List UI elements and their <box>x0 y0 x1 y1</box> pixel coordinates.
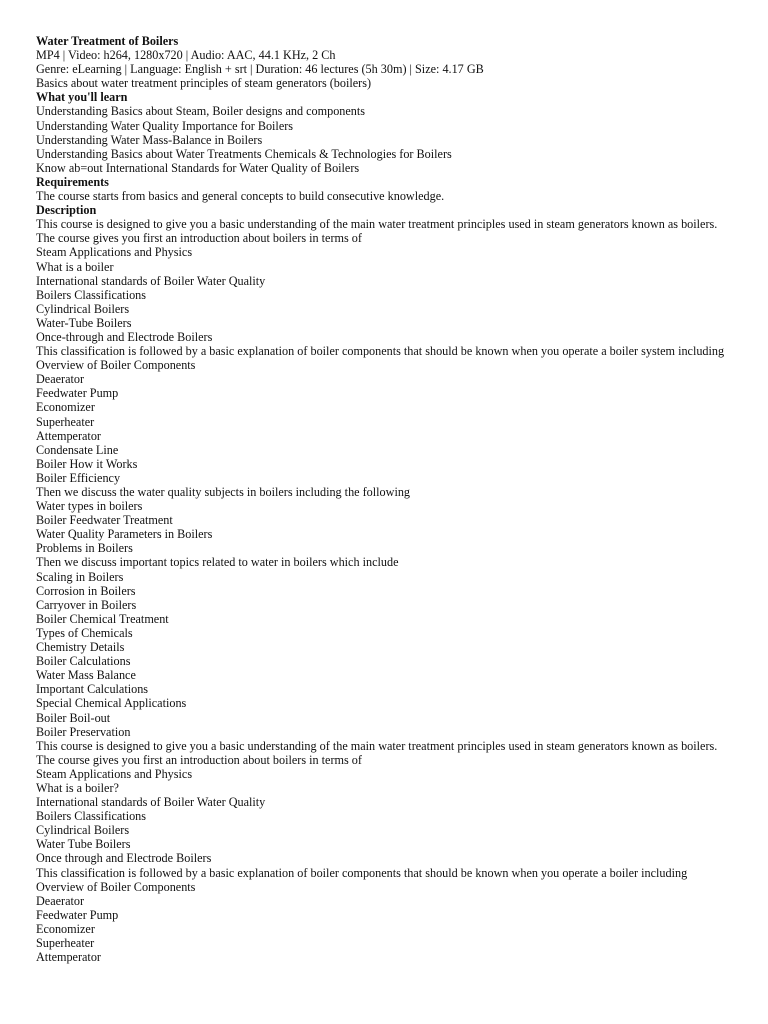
text-line: Understanding Water Quality Importance for Boilers <box>36 118 294 133</box>
text-line: This classification is followed by a basic explanation of boiler components that should be known when you operate a boiler including <box>36 865 688 880</box>
text-line: Water Quality Parameters in Boilers <box>36 527 213 542</box>
text-line: The course starts from basics and general concepts to build consecutive knowledge. <box>36 189 445 204</box>
text-line: Deaerator <box>36 372 85 387</box>
text-line: Special Chemical Applications <box>36 696 187 711</box>
text-line: Boiler How it Works <box>36 456 138 471</box>
text-line: Cylindrical Boilers <box>36 823 130 838</box>
text-line: Overview of Boiler Components <box>36 879 196 894</box>
section-heading: Description <box>36 203 97 218</box>
document-body <box>36 34 736 964</box>
text-line: This course is designed to give you a basic understanding of the main water treatment principles used in steam generators known as boilers. The course gives you first an introduction about boilers in terms of <box>36 217 718 246</box>
text-line: Overview of Boiler Components <box>36 358 196 373</box>
text-line: Boiler Calculations <box>36 654 131 669</box>
text-line: Boiler Chemical Treatment <box>36 611 169 626</box>
text-line: Superheater <box>36 936 95 950</box>
text-line: International standards of Boiler Water Quality <box>36 795 266 810</box>
text-line: Know ab=out International Standards for Water Quality of Boilers <box>36 160 360 175</box>
text-line: Water-Tube Boilers <box>36 315 132 330</box>
text-line: Boiler Preservation <box>36 724 131 739</box>
text-line: Attemperator <box>36 950 101 965</box>
text-line: Steam Applications and Physics <box>36 245 193 260</box>
text-line: Important Calculations <box>36 682 149 697</box>
text-line: Genre: eLearning | Language: English + srt | Duration: 46 lectures (5h 30m) | Size: 4.17 GB <box>36 62 484 77</box>
text-line: Boilers Classifications <box>36 809 147 824</box>
text-line: Understanding Basics about Water Treatments Chemicals & Technologies for Boilers <box>36 146 452 161</box>
text-line: Understanding Water Mass-Balance in Boilers <box>36 132 263 147</box>
text-line: International standards of Boiler Water Quality <box>36 273 266 288</box>
text-line: Cylindrical Boilers <box>36 301 130 316</box>
text-line: Economizer <box>36 400 95 415</box>
text-line: MP4 | Video: h264, 1280x720 | Audio: AAC, 44.1 KHz, 2 Ch <box>36 48 336 63</box>
text-line: Water Tube Boilers <box>36 837 131 852</box>
text-line: Once through and Electrode Boilers <box>36 851 212 866</box>
text-line: Boiler Boil-out <box>36 710 111 725</box>
text-line: Superheater <box>36 414 95 429</box>
text-line: Feedwater Pump <box>36 907 119 922</box>
text-line: This course is designed to give you a basic understanding of the main water treatment principles used in steam generators known as boilers. The course gives you first an introduction about boilers in terms of <box>36 738 718 767</box>
text-line: Understanding Basics about Steam, Boiler designs and components <box>36 104 366 119</box>
text-line: Boilers Classifications <box>36 287 147 302</box>
text-line: Condensate Line <box>36 442 119 457</box>
text-line: Scaling in Boilers <box>36 569 124 584</box>
text-line: Then we discuss the water quality subjects in boilers including the following <box>36 485 411 499</box>
text-line: What is a boiler <box>36 259 114 274</box>
text-line: Feedwater Pump <box>36 386 119 401</box>
text-line: Once-through and Electrode Boilers <box>36 329 213 344</box>
text-line: Boiler Efficiency <box>36 470 121 485</box>
text-line: Chemistry Details <box>36 640 125 655</box>
section-heading: Requirements <box>36 174 109 189</box>
text-line: Carryover in Boilers <box>36 597 137 612</box>
text-line: Then we discuss important topics related to water in boilers which include <box>36 555 399 570</box>
text-line: Basics about water treatment principles of steam generators (boilers) <box>36 76 372 91</box>
text-line: Steam Applications and Physics <box>36 766 193 781</box>
text-line: Attemperator <box>36 428 101 443</box>
text-line: Corrosion in Boilers <box>36 583 136 598</box>
text-line: Boiler Feedwater Treatment <box>36 513 173 528</box>
text-line: Problems in Boilers <box>36 541 133 556</box>
text-line: Water Mass Balance <box>36 668 136 683</box>
text-line: Water types in boilers <box>36 499 143 514</box>
text-line: What is a boiler? <box>36 780 119 795</box>
text-line: Deaerator <box>36 893 85 908</box>
section-heading: What you'll learn <box>36 90 128 105</box>
text-line: Economizer <box>36 921 95 936</box>
text-line: This classification is followed by a basic explanation of boiler components that should be known when you operate a boiler system including <box>36 344 725 359</box>
section-heading: Water Treatment of Boilers <box>36 34 179 48</box>
text-line: Types of Chemicals <box>36 625 133 640</box>
